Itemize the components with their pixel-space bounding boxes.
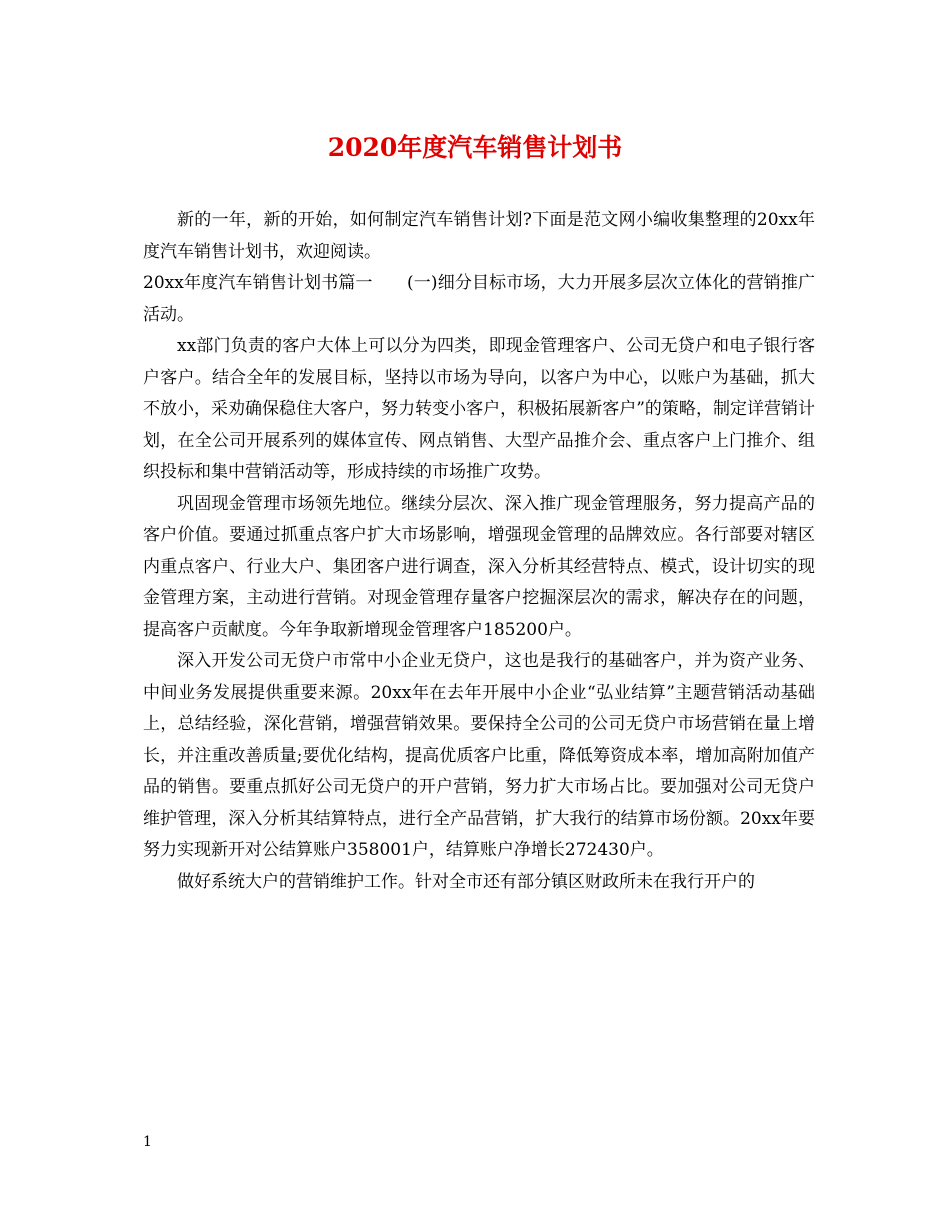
paragraph-no-loan-customers: 深入开发公司无贷户市常中小企业无贷户，这也是我行的基础客户，并为资产业务、中间业务发展提供重要来源。20xx年在去年开展中小企业“弘业结算”主题营销活动基础上，总结经验，深化营销，增强营销效果。要保持全公司的公司无贷户市场营销在量上增长，并注重改善质量;要优化结构，提高优质客户比重，降低筹资成本率，增加高附加值产品的销售。要重点抓好公司无贷户的开户营销，努力扩大市场占比。要加强对公司无贷户维护管理，深入分析其结算特点，进行全产品营销，扩大我行的结算市场份额。20xx年要努力实现新开对公结算账户358001户，结算账户净增长272430户。 [143,651,815,860]
paragraph-customer-types: xx部门负责的客户大体上可以分为四类，即现金管理客户、公司无贷户和电子银行客户客户。结合全年的发展目标，坚持以市场为导向，以客户为中心，以账户为基础，抓大不放小，采劝确保稳住大客户，努力转变小客户，积极拓展新客户”的策略，制定详营销计划，在全公司开展系列的媒体宣传、网点销售、大型产品推介会、重点客户上门推介、组织投标和集中营销活动等，形成持续的市场推广攻势。 [143,336,815,482]
paragraph-intro: 新的一年，新的开始，如何制定汽车销售计划?下面是范文网小编收集整理的20xx年度汽车销售计划书，欢迎阅读。 [143,210,815,262]
document-body [143,205,815,898]
page-number: 1 [143,1134,152,1150]
paragraph-cash-management: 巩固现金管理市场领先地位。继续分层次、深入推广现金管理服务，努力提高产品的客户价值。要通过抓重点客户扩大市场影响，增强现金管理的品牌效应。各行部要对辖区内重点客户、行业大户、集团客户进行调查，深入分析其经营特点、模式，设计切实的现金管理方案，主动进行营销。对现金管理存量客户挖掘深层次的需求，解决存在的问题，提高客户贡献度。今年争取新增现金管理客户185200户。 [143,493,815,640]
document-title: 2020年度汽车销售计划书 [327,133,623,162]
paragraph-system-accounts: 做好系统大户的营销维护工作。针对全市还有部分镇区财政所未在我行开户的 [177,871,755,892]
paragraph-section-heading: 20xx年度汽车销售计划书篇一 (一)细分目标市场，大力开展多层次立体化的营销推广活动。 [143,273,815,325]
